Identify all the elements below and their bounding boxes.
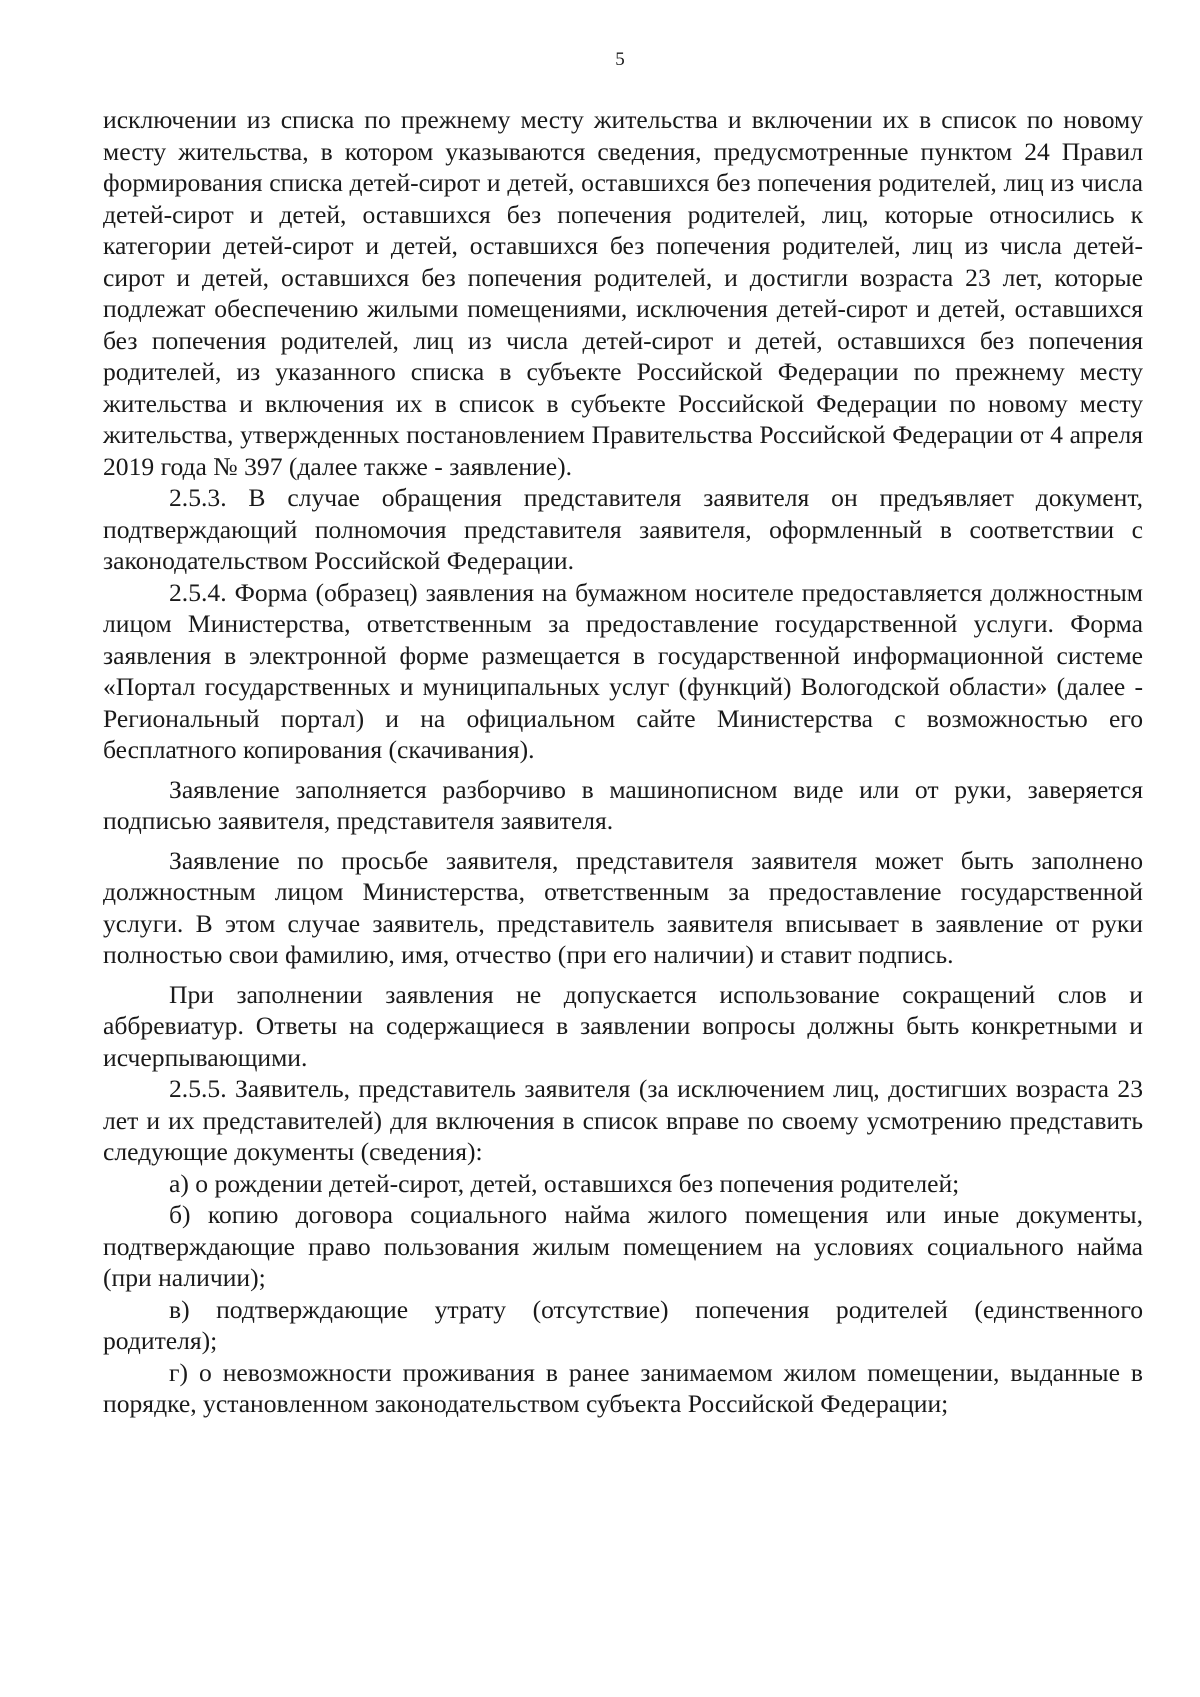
paragraph-2-5-3: 2.5.3. В случае обращения представителя заявителя он предъявляет документ, подтверждающий полномочия представителя заявителя, оформленный в соответствии с законодательством Российской Федерации. bbox=[103, 483, 1143, 575]
list-item-g: г) о невозможности проживания в ранее занимаемом жилом помещении, выданные в порядке, установленном законодательством субъекта Российской Федерации; bbox=[103, 1357, 1143, 1418]
page-number: 5 bbox=[615, 49, 625, 70]
paragraph-continuation: исключении из списка по прежнему месту жительства и включении их в список по новому месту жительства, в котором указываются сведения, предусмотренные пунктом 24 Правил формирования списка детей-сирот и детей, оставшихся без попечения родителей, лиц из числа детей-сирот и детей, оставшихся без попечения родителей, лиц, которые относились к категории детей-сирот и детей, оставшихся без попечения родителей, лиц из числа детей-сирот и детей, оставшихся без попечения родителей, и достигли возраста 23 лет, которые подлежат обеспечению жилыми помещениями, исключения детей-сирот и детей, оставшихся без попечения родителей, лиц из числа детей-сирот и детей, оставшихся без попечения родителей, из указанного списка в субъекте Российской Федерации по прежнему месту жительства и включения их в список в субъекте Российской Федерации по новому месту жительства, утвержденных постановлением Правительства Российской Федерации от 4 апреля 2019 года № 397 (далее также - заявление). bbox=[103, 105, 1143, 481]
paragraph-application-by-official: Заявление по просьбе заявителя, представителя заявителя может быть заполнено должностным лицом Министерства, ответственным за предоставление государственной услуги. В этом случае заявитель, представитель заявителя вписывает в заявление от руки полностью свои фамилию, имя, отчество (при его наличии) и ставит подпись. bbox=[103, 845, 1143, 969]
paragraph-2-5-5: 2.5.5. Заявитель, представитель заявителя (за исключением лиц, достигших возраста 23 лет и их представителей) для включения в список вправе по своему усмотрению представить следующие документы (сведения): bbox=[103, 1074, 1143, 1166]
list-item-a: а) о рождении детей-сирот, детей, оставшихся без попечения родителей; bbox=[169, 1168, 960, 1198]
paragraph-application-filling: Заявление заполняется разборчиво в машинописном виде или от руки, заверяется подписью заявителя, представителя заявителя. bbox=[103, 774, 1143, 835]
list-item-b: б) копию договора социального найма жилого помещения или иные документы, подтверждающие право пользования жилым помещением на условиях социального найма (при наличии); bbox=[103, 1200, 1143, 1292]
paragraph-2-5-4: 2.5.4. Форма (образец) заявления на бумажном носителе предоставляется должностным лицом Министерства, ответственным за предоставление государственной услуги. Форма заявления в электронной форме размещается в государственной информационной системе «Портал государственных и муниципальных услуг (функций) Вологодской области» (далее - Региональный портал) и на официальном сайте Министерства с возможностью его бесплатного копирования (скачивания). bbox=[103, 577, 1143, 764]
paragraph-no-abbreviations: При заполнении заявления не допускается использование сокращений слов и аббревиатур. Ответы на содержащиеся в заявлении вопросы должны быть конкретными и исчерпывающими. bbox=[103, 979, 1143, 1072]
list-item-v: в) подтверждающие утрату (отсутствие) попечения родителей (единственного родителя); bbox=[103, 1294, 1143, 1355]
document-body bbox=[103, 104, 1143, 1420]
